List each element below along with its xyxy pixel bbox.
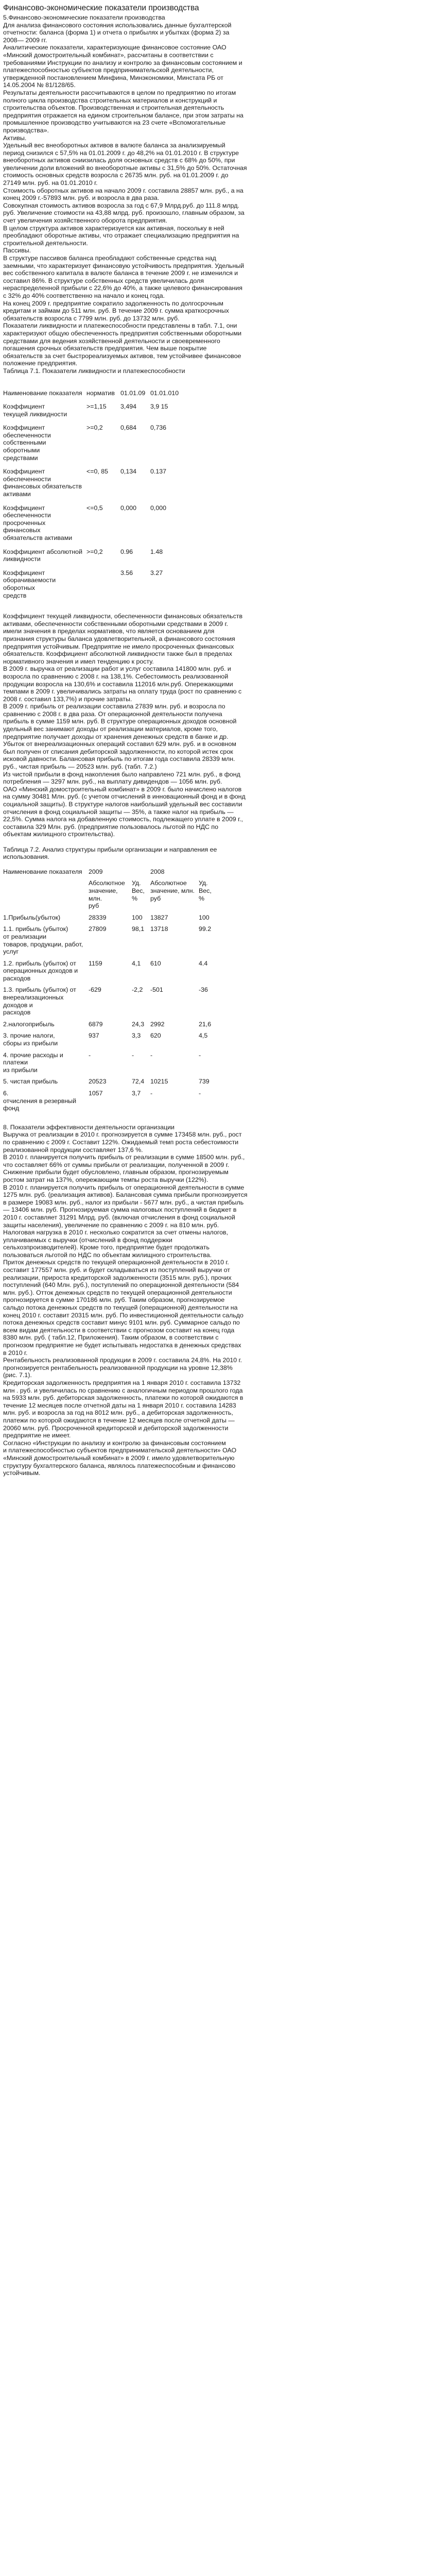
text-line: отчетности: баланса (форма 1) и отчета о прибылях и убытках (форма 2) за [3,29,230,37]
cell-line: текущей ликвидности [3,410,67,418]
value-cell: 99.2 [199,925,212,933]
table-row [3,1032,221,1051]
value-cell: 0,000 [120,504,137,512]
text-line: Согласно «Инструкции по анализу и контролю за финансовым состоянием [3,1439,226,1447]
text-line: прибыль в сумме 1159 млн. руб. В структуре операционных доходов основной [3,718,237,725]
text-line: что составляет 66% от суммы прибыли от реализации, полученной в 2009 г. [3,1161,230,1168]
cell-line: ликвидности [3,555,41,563]
cell-line: 1.2. прибыль (убыток) от [3,959,76,967]
table-header-cell: Наименование показателя [3,389,82,397]
table-row [3,548,181,569]
text-line: Для анализа финансового состояния использовались данные бухгалтерской [3,21,232,29]
cell-line: руб [89,902,99,910]
text-line: потока денежных средств составит минус 9101 млн. руб. Суммарное сальдо по [3,1319,240,1327]
text-line: поступлений (640 Млн. руб.), поступлений по операционной деятельности (584 [3,1281,239,1289]
text-line: на сумму 30481 Млн. руб. (с учетом отчислений в инновационный фонд и в фонд [3,793,246,801]
cell-line: финансовых обязательств [3,483,82,490]
cell-line: Коэффициент обеспеченности [3,424,51,439]
text-line: обязательств. Коэффициент абсолютной ликвидности также был в пределах [3,650,232,658]
cell-line: оборачиваемости оборотных [3,577,56,591]
table-header-cell: 2009 [89,868,103,875]
value-cell: 0.96 [120,548,133,555]
text-line: Аналитические показатели, характеризующие финансовое состояние ОАО [3,44,226,52]
table-header-cell [89,879,132,913]
text-line: сальдо потока денежных средств по текущей (операционной) деятельности на [3,1304,238,1312]
value-cell: 3,9 15 [150,403,168,411]
text-line: В структуре пассивов баланса преобладают собственные средства над [3,255,216,262]
norm-cell: >=1,15 [86,403,107,411]
text-line: полного цикла производства строительных материалов и конструкций и [3,96,217,104]
value-cell: -2,2 [132,986,143,994]
text-line: ростом затрат на 137%, опережающим темпы роста выручки (122%). [3,1176,208,1183]
cell-line: Коэффициент [3,569,45,577]
value-cell: 100 [132,913,143,921]
text-line: 20060 млн. руб. Просроченной кредиторской и дебиторской задолженности [3,1424,229,1432]
text-line: Рентабельность реализованной продукции в 2009 г. составила 24,8%. На 2010 г. [3,1357,242,1364]
value-cell: 13827 [150,913,168,921]
cell-line: Коэффициент абсолютной [3,548,82,555]
cell-line: отчисления в резервный фонд [3,1097,77,1112]
value-cell: - [132,1051,134,1059]
text-line: строительства объектов. Производственная и строительная деятельность [3,104,224,112]
text-line: увеличении доли вложений во внеоборотные активы с 31,5% до 50%. Остаточная [3,164,247,172]
cell-line: Коэффициент обеспеченности [3,504,51,519]
text-line: составит 177557 млн. руб. и будет складываться из поступлений выручки от [3,1266,230,1274]
analysis-text [3,613,433,861]
value-cell: 610 [150,959,161,967]
cell-line: значение, млн. [150,887,195,894]
text-line: 2010 г. составляет 31291 Млрд. руб. (включая отчисления в фонд социальной [3,1213,235,1221]
cell-line: активами [3,490,31,498]
cell-line: просроченных финансовых [3,519,46,534]
text-line: течение 12 месяцев после отчетной даты на 1 января 2010 г. составила 14283 [3,1401,236,1409]
table-header-cell [132,868,150,880]
table-header-cell [199,879,221,913]
text-line: признания структуры баланса удовлетворительной, а финансового состояния [3,635,235,642]
text-line: на 5933 млн. руб. дебиторская задолженность, платежи по которой ожидаются в [3,1394,243,1402]
text-line: социальной защиты). В структуре налогов наибольший удельный вес составили [3,801,242,808]
text-line: конец 2009 г.-57893 млн. руб. и возросла в два раза. [3,194,160,202]
value-cell: 100 [199,913,210,921]
text-line: использования. [3,853,49,861]
page-title: Финансово-экономические показатели производства [3,4,199,12]
norm-cell: >=0,2 [86,548,103,555]
table-row [3,986,221,1020]
value-cell: 0,684 [120,424,137,432]
text-line: руб., чистая прибыль — 20523 млн. руб. (табл. 7.2.) [3,763,157,771]
value-cell: 3,7 [132,1090,141,1097]
text-line: счет увеличения хозяйственного оборота предприятия. [3,217,167,225]
text-line: в 2010 г. [3,1349,28,1357]
text-line: Приток денежных средств по текущей операционной деятельности в 2010 г. [3,1259,229,1266]
text-line: продукции возросла на 130,6% и составила 112016 млн.руб. Опережающими [3,680,233,688]
text-line: производства». [3,126,49,134]
text-line: «Минский домостроительный комбинат» в 2009 г. имело удовлетворительную [3,1454,235,1462]
text-line: активами, обеспеченности собственными оборотными средствами в 2009 г. [3,620,229,628]
text-line [3,838,433,846]
value-cell: 0,134 [120,468,137,476]
cell-line: операционных доходов и [3,967,78,975]
norm-cell: <=0, 85 [86,468,109,476]
indicator-name-cell [3,569,86,605]
text-line: защиты населения), увеличение по сравнению с 2009 г. на 810 млн. руб. [3,1221,219,1229]
indicator-name-cell [3,986,89,1020]
value-cell: 2992 [150,1020,165,1028]
cell-line: Вес, [132,887,145,894]
intro-text [3,22,433,375]
indicator-name-cell [3,925,89,959]
cell-line: расходов [3,1009,31,1016]
value-cell: - [150,1051,153,1059]
text-line: Активы. [3,134,27,142]
text-line: 27149 млн. руб. на 01.01.2010 г. [3,179,98,187]
indicator-name-cell [3,914,89,926]
cell-line: внереализационных доходов и [3,994,64,1009]
text-line: (рис. 7.1). [3,1371,32,1379]
text-line: строительной деятельности. [3,239,88,247]
text-line: возросла по сравнению с 2008 г. на 138,1%. Себестоимость реализованной [3,672,229,680]
cell-line: от реализации [3,933,47,940]
text-line: «Минский домостроительный комбинат», рассчитаны в соответствии с [3,51,214,59]
text-line: составила 329 Млн. руб. (предприятие пользовалось льготой по НДС по [3,823,218,831]
indicator-name-cell [3,468,86,504]
value-cell: -629 [89,986,101,994]
text-line: Показатели ликвидности и платежеспособности представлены в табл. 7.1, они [3,322,237,330]
text-line: Результаты деятельности рассчитываются в целом по предприятию по итогам [3,89,236,96]
value-cell: 6879 [89,1020,103,1028]
text-line: удельный вес занимают доходы от реализации материалов, кроме того, [3,725,218,733]
text-line: прогнозом предприятие не будет испытывать недостатка в денежных средствах [3,1342,241,1349]
text-line: отчисления в фонд социальной защиты — 35%, а также налог на прибыль — [3,808,234,816]
cell-line: Абсолютное [89,879,125,887]
table-header-cell: норматив [86,389,115,397]
value-cell: 1159 [89,959,102,967]
table-row [3,504,181,548]
value-cell: 1057 [89,1090,103,1097]
indicator-name-cell [3,960,89,987]
text-line: 8380 млн. руб. ( табл.12, Приложения). Таким образом, в соответствии с [3,1334,219,1342]
indicator-name-cell [3,1078,89,1090]
cell-line: % [132,894,138,902]
norm-cell: >=0,2 [86,424,103,432]
value-cell: 1.48 [150,548,163,555]
table-row [3,1090,221,1116]
text-line: вес собственного капитала в валюте баланса в течение 2009 г. не изменился и [3,269,238,277]
cell-line: руб [150,894,161,902]
text-line: реализации, прироста кредиторской задолженности (3515 млн. руб.), прочих [3,1274,232,1281]
value-cell: 3,3 [132,1032,141,1040]
cell-line: обязательств активами [3,534,73,541]
cell-line: 1.3. прибыль (убыток) от [3,986,76,994]
table-row [3,1021,221,1032]
text-line: уплачиваемых с выручки (отчислений в фонд поддержки [3,1236,172,1244]
text-line: платежеспособностью субъектов предпринимательской деятельности, [3,66,214,74]
text-line: положение предприятия. [3,360,78,367]
cell-line: 1.Прибыль(убыток) [3,913,61,921]
text-line: В 2010 г. планируется получить прибыль от операционной деятельности в сумме [3,1183,245,1191]
text-line: сравнению с 2008 г. в два раза. От операционной деятельности получена [3,710,222,718]
value-cell: 3.27 [150,569,163,577]
text-line: Снижение прибыли будет обусловлено, главным образом, прогнозируемым [3,1168,229,1176]
cell-line: товаров, продукции, работ, [3,940,83,948]
text-line: Таблица 7.1. Показатели ликвидности и платежеспособности [3,367,185,375]
text-line: 2008— 2009 гг. [3,36,47,44]
text-line: В целом структура активов характеризуется как активная, поскольку в ней [3,224,224,232]
text-line: сельхозпроизводителей). Кроме того, предприятие будет продолжать [3,1244,210,1251]
text-line: Таблица 7.2. Анализ структуры прибыли организации и направления ее [3,845,217,853]
text-line: прогнозируется рентабельность реализованной продукции на уровне 12,38% [3,1364,233,1371]
text-line: Коэффициент текущей ликвидности, обеспеченности финансовых обязательств [3,613,243,620]
table-header-cell [132,879,150,913]
text-line: Совокупная стоимость активов возросла за год с 67,9 Млрд.руб. до 111.8 млрд. [3,201,239,209]
text-line: 14.05.2004 № 81/128/65. [3,81,76,89]
text-line: Налоговая нагрузка в 2010 г. несколько сократится за счет отмены налогов, [3,1229,229,1236]
text-line: млн . руб. и увеличилась по сравнению с аналогичным периодом прошлого года [3,1386,243,1394]
text-line: предприятия устойчивым. Предприятие не имело просроченных финансовых [3,642,234,650]
cell-line: 5. чистая прибыль [3,1078,58,1086]
text-line: В 2009 г. выручка от реализации работ и услуг составила 141800 млн. руб. и [3,665,231,673]
table-row [3,1078,221,1090]
value-cell: 28339 [89,913,107,921]
table-header-row [3,389,181,403]
value-cell: 72,4 [132,1078,145,1086]
value-cell: 98,1 [132,925,145,933]
liquidity-table [3,389,181,606]
text-line: обязательств за счет быстрореализуемых активов, тем устойчивее финансовое [3,352,241,360]
text-line: объектам жилищного строительства). [3,831,115,838]
efficiency-text [3,1124,433,1477]
text-line: На конец 2009 г. предприятие сократило задолженность по долгосрочным [3,299,223,307]
cell-line: расходов [3,974,31,982]
value-cell: - [199,1090,201,1097]
table-header-cell: 01.01.010 [150,389,179,397]
cell-line: средств [3,591,27,599]
value-cell: 0.137 [150,468,167,476]
value-cell: 3,494 [120,403,137,411]
indicator-name-cell [3,1052,89,1078]
cell-line: Коэффициент [3,403,45,411]
table-row [3,1052,221,1078]
indicator-name-cell [3,1021,89,1032]
text-line: 8. Показатели эффективности деятельности организации [3,1123,175,1131]
table-header-cell [3,879,89,913]
text-line: нераспределенной прибыли с 22,6% до 40%, а также целевого финансирования [3,284,242,292]
cell-line: Коэффициент обеспеченности [3,468,51,483]
table-header-cell: 01.01.09 [120,389,146,397]
text-line: Кредиторская задолженность предприятия на 1 января 2010 г. составила 13732 [3,1379,241,1386]
section-heading: 5.Финансово-экономические показатели производства [3,14,165,21]
text-line: с 32% до 40% соответственно на начало и конец года. [3,292,165,299]
text-line: 1275 млн. руб. (реализация активов). Балансовая сумма прибыли прогнозируется [3,1191,248,1199]
text-line: нормативного значения и имел тенденцию к росту. [3,657,154,665]
text-line: темпами в 2009 г. увеличивались затраты на оплату труда (рост по сравнению с [3,688,242,696]
text-line: ОАО «Минский домостроительный комбинат» в 2009 г. было начислено налогов [3,785,242,793]
table-row [3,925,221,959]
value-cell: -501 [150,986,163,994]
table-row [3,914,221,926]
value-cell: 20523 [89,1078,107,1086]
cell-line: % [199,894,205,902]
text-line: конец 2010 г. составит 20315 млн. руб. По инвестиционной деятельности сальдо [3,1311,243,1319]
norm-cell: <=0,5 [86,504,103,512]
text-line: заемными, что характеризует финансовую устойчивость предприятия. Удельный [3,262,245,269]
table-row [3,424,181,468]
indicator-name-cell [3,424,86,468]
text-line: период снизился с 57,5% на 01.01.2009 г. до 48,2% на 01.01.2010 г. В структуре [3,149,239,157]
value-cell: 4,5 [199,1032,208,1040]
value-cell: 620 [150,1032,161,1040]
text-line: Выручка от реализации в 2010 г. прогнозируется в сумме 173458 млн. руб., рост [3,1131,242,1139]
text-line: 2008 г. составил 133,7%) и прочие затраты. [3,695,132,703]
value-cell: 10215 [150,1078,168,1086]
table-row [3,403,181,424]
cell-line: Уд. [199,879,208,887]
text-line: Убыток от внереализационных операций составил 629 млн. руб. и в основном [3,740,236,748]
text-line: промышленное производство учитываются на 23 счете «Вспомогательные [3,119,226,127]
table-header-cell: 2008 [150,868,165,875]
indicator-name-cell [3,548,86,569]
cell-line: 6. [3,1090,9,1097]
text-line: прогнозируется в сумме 170186 млн. руб. Таким образом, прогнозируемое [3,1296,225,1304]
text-line: погашения срочных обязательств предприятия. Чем выше покрытие [3,345,207,352]
value-cell: 24,3 [132,1020,145,1028]
table-row [3,960,221,987]
cell-line: из прибыли [3,1066,38,1074]
value-cell: - [150,1090,153,1097]
text-line: предприятие не имеет. [3,1432,71,1439]
indicator-name-cell [3,1032,89,1051]
text-line: — 13406 млн. руб. Прогнозируемая сумма налоговых поступлений в бюджет в [3,1206,237,1214]
value-cell: 739 [199,1078,210,1086]
text-line: имели значения в пределах нормативов, что является основанием для [3,628,215,635]
value-cell: -36 [199,986,208,994]
text-line: требованиями Инструкции по анализу и контролю за финансовым состоянием и [3,59,242,66]
text-line: Пассивы. [3,247,31,255]
value-cell: 21,6 [199,1020,212,1028]
text-line: пользоваться льготой по НДС по объектам жилищного строительства. [3,1251,212,1259]
table-header-cell: Наименование показателя [3,868,82,875]
cell-line: Абсолютное [150,879,187,887]
value-cell: 27809 [89,925,107,933]
cell-line: собственными оборотными [3,439,46,454]
table-subheader-row [3,879,221,913]
text-line: млн. руб. и возросла за год на 8012 млн. руб., а дебиторская задолженность, [3,1409,233,1417]
value-cell: 3.56 [120,569,133,577]
text-line: кредитам и займам до 511 млн. руб. В течение 2009 г. сумма краткосрочных [3,307,229,315]
indicator-name-cell [3,504,86,548]
text-line: составил 86%. В структуре собственных средств увеличилась доля [3,277,204,284]
value-cell: 13718 [150,925,168,933]
text-line: обязательств возросла с 7799 млн. руб. до 13732 млн. руб. [3,314,180,322]
table-header-cell [150,879,199,913]
text-line: всем видам деятельности в соответствии с прогнозом составит на конец года [3,1326,235,1334]
cell-line: значение, [89,887,118,894]
text-line: был получен от списания дебиторской задолженности, по которой истек срок [3,748,233,755]
table-header-cell [199,868,221,880]
cell-line: Уд. [132,879,141,887]
text-line: утвержденной постановлением Минфина, Минэкономики, Минстата РБ от [3,74,223,81]
cell-line: 3. прочие налоги, [3,1032,55,1040]
cell-line: 2.налогоприбыль [3,1020,55,1028]
text-line: в размере 19083 млн. руб., налог из прибыли - 5677 млн. руб., а чистая прибыль [3,1198,244,1206]
text-line: предприятия отражается на едином строительном балансе, при этом затраты на [3,111,243,119]
text-line: устойчивым. [3,1469,41,1477]
text-line: Стоимость оборотных активов на начало 2009 г. составила 28857 млн. руб., а на [3,187,243,194]
table-row [3,569,181,605]
value-cell: - [89,1051,91,1059]
text-line: млн. руб.). Отток денежных средств по текущей операционной деятельности [3,1289,232,1296]
text-line: предприятие получает доходы от хранения денежных средств в банке и др. [3,733,229,740]
indicator-name-cell [3,1090,89,1116]
text-line: реализованной продукции составляет 137,6 %. [3,1146,143,1154]
cell-line: сборы из прибыли [3,1040,58,1047]
text-line: стоимость основных средств возросла с 26735 млн. руб. на 01.01.2009 г. до [3,172,229,179]
text-line: Удельный вес внеоборотных активов в валюте баланса за анализируемый [3,142,225,149]
text-line: преобладают оборотные активы, что отражает специализацию предприятия на [3,232,239,240]
cell-line: Вес, [199,887,212,894]
value-cell: - [199,1051,201,1059]
value-cell: 937 [89,1032,99,1040]
value-cell: 0,736 [150,424,167,432]
profit-table [3,868,221,1116]
text-line: структуру бухгалтерского баланса, являлось платежеспособным и финансово [3,1462,236,1469]
cell-line: средствами [3,454,38,462]
text-line: и платежеспособностью субъектов предпринимательской деятельности» ОАО [3,1447,237,1454]
text-line: Из чистой прибыли в фонд накопления было направлено 721 млн. руб., в фонд [3,770,240,778]
cell-line: 1.1. прибыль (убыток) [3,925,68,933]
text-line: потребления — 3297 млн. руб., на выплату дивидендов — 1056 млн. руб. [3,778,222,786]
text-line: В 2009 г. прибыль от реализации составила 27839 млн. руб. и возросла по [3,703,225,710]
cell-line: млн. [89,894,102,902]
text-line: исковой давности. Балансовая прибыль по итогам года составила 28339 млн. [3,755,235,763]
text-line: В 2010 г. планируется получить прибыль от реализации в сумме 18500 млн. руб., [3,1154,245,1161]
table-row [3,468,181,504]
text-line: внеоборотных активов сниизилась доля основных средств с 68% до 50%, при [3,157,235,164]
cell-line: 4. прочие расходы и платежи [3,1051,63,1066]
norm-cell [86,569,120,605]
text-line: руб. Увеличение стоимости на 43,88 млрд. руб. произошло, главным образом, за [3,209,245,217]
value-cell: 4,1 [132,959,141,967]
text-line: по сравнению с 2009 г. Составит 122%. Ожидаемый темп роста себестоимости [3,1138,239,1146]
value-cell: 0,000 [150,504,167,512]
text-line: 22,5%. Сумма налога на добавленную стоимость, подлежащего уплате в 2009 г., [3,816,243,823]
table-header-row [3,868,221,880]
indicator-name-cell [3,403,86,424]
text-line: средствами для ведения хозяйственной деятельности и своевременного [3,337,220,345]
text-line: платежи по которой ожидаются в течение 12 месяцев после отчетной даты — [3,1416,235,1424]
cell-line: услуг [3,948,19,956]
value-cell: 4.4 [199,959,208,967]
text-line: характеризуют общую обеспеченность предприятия собственными оборотными [3,329,242,337]
